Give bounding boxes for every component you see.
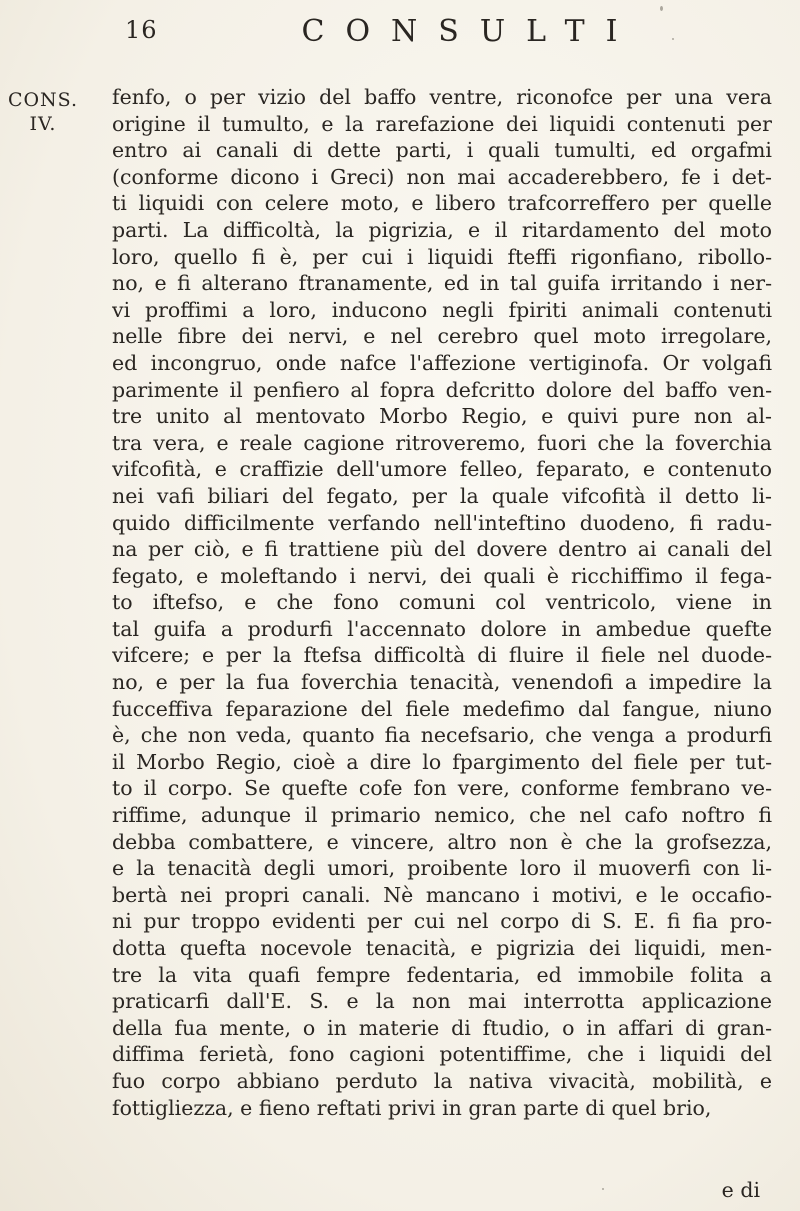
margin-note-line: IV.: [29, 113, 57, 135]
text-line: diffima ferietà, fono cagioni potentiffime, che i liquidi del: [112, 1042, 772, 1067]
text-line: e la tenacità degli umori, proibente loro il muoverfi con li-: [112, 856, 772, 881]
text-line: ed incongruo, onde nafce l'affezione vertiginofa. Or volgafi: [112, 350, 772, 375]
paper-speck: [672, 38, 674, 40]
text-line: fuo corpo abbiano perduto la nativa vivacità, mobilità, e: [112, 1068, 772, 1093]
text-line: (conforme dicono i Greci) non mai accaderebbero, fe i det-: [112, 164, 772, 189]
running-title: CONSULTI: [301, 14, 639, 49]
body-text: [112, 84, 772, 1121]
text-line: dotta quefta nocevole tenacità, e pigrizia dei liquidi, men-: [112, 936, 772, 960]
text-line: no, e fi alterano ftranamente, ed in tal guifa irritando i ner-: [112, 271, 772, 296]
text-line: origine il tumulto, e la rarefazione dei liquidi contenuti per: [112, 111, 772, 136]
text-line: vi proffimi a loro, inducono negli fpiriti animali contenuti: [112, 297, 772, 322]
text-line: nei vafi biliari del fegato, per la quale vifcofità il detto li-: [112, 483, 772, 508]
text-line: tre la vita quafi fempre fedentaria, ed immobile folita a: [112, 962, 772, 987]
paper-speck: [602, 1188, 604, 1190]
text-line: il Morbo Regio, cioè a dire lo fpargimento del fiele per tut-: [112, 749, 772, 774]
text-line: entro ai canali di dette parti, i quali tumulti, ed orgafmi: [112, 138, 772, 163]
catchword: e di: [721, 1178, 760, 1202]
text-line: praticarfi dall'E. S. e la non mai interrotta applicazione: [112, 989, 772, 1014]
text-line: della fua mente, o in materie di ftudio, o in affari di gran-: [112, 1015, 772, 1040]
text-line: debba combattere, e vincere, altro non è che la grofsezza,: [112, 829, 772, 854]
text-line: riffime, adunque il primario nemico, che nel cafo noftro fi: [112, 803, 772, 828]
text-line: na per ciò, e fi trattiene più del dovere dentro ai canali del: [112, 537, 772, 562]
text-line: fegato, e moleftando i nervi, dei quali è ricchiffimo il fega-: [112, 563, 772, 588]
text-line: bertà nei propri canali. Nè mancano i motivi, e le occafio-: [112, 882, 772, 907]
text-line: to iftefso, e che fono comuni col ventricolo, viene in: [112, 590, 772, 615]
text-line: quido difficilmente verfando nell'inteftino duodeno, fi radu-: [112, 510, 772, 535]
text-line: vifcofità, e craffizie dell'umore felleo, feparato, e contenuto: [112, 457, 772, 482]
text-line: è, che non veda, quanto fia necefsario, che venga a produrfi: [112, 723, 772, 748]
text-line: tal guifa a produrfi l'accennato dolore in ambedue quefte: [112, 616, 772, 641]
page-number: 16: [125, 16, 158, 44]
margin-note: [2, 88, 84, 136]
text-line: tra vera, e reale cagione ritroveremo, fuori che la foverchia: [112, 430, 772, 455]
text-line: fucceffiva feparazione del fiele medefimo dal fangue, niuno: [112, 696, 772, 721]
text-line: to il corpo. Se quefte cofe fon vere, conforme fembrano ve-: [112, 776, 772, 801]
margin-note-line: CONS.: [7, 89, 79, 111]
text-line: ti liquidi con celere moto, e libero trafcorreffero per quelle: [112, 191, 772, 216]
text-line: tre unito al mentovato Morbo Regio, e quivi pure non al-: [112, 404, 772, 429]
text-line: parti. La difficoltà, la pigrizia, e il ritardamento del moto: [112, 217, 772, 242]
text-line: vifcere; e per la ftefsa difficoltà di fluire il fiele nel duode-: [112, 643, 772, 668]
text-line: loro, quello fi è, per cui i liquidi fteffi rigonfiano, ribollo-: [112, 244, 772, 269]
text-line: ni pur troppo evidenti per cui nel corpo di S. E. fi fia pro-: [112, 909, 772, 934]
text-line: fenfo, o per vizio del baffo ventre, riconofce per una vera: [112, 85, 772, 109]
text-line: nelle fibre dei nervi, e nel cerebro quel moto irregolare,: [112, 324, 772, 349]
text-line: no, e per la fua foverchia tenacità, venendofi a impedire la: [112, 670, 772, 695]
text-line: fottigliezza, e fieno reftati privi in gran parte di quel brio,: [112, 1095, 712, 1120]
text-line: parimente il penfiero al fopra defcritto dolore del baffo ven-: [112, 377, 772, 402]
paper-speck: [660, 6, 663, 11]
